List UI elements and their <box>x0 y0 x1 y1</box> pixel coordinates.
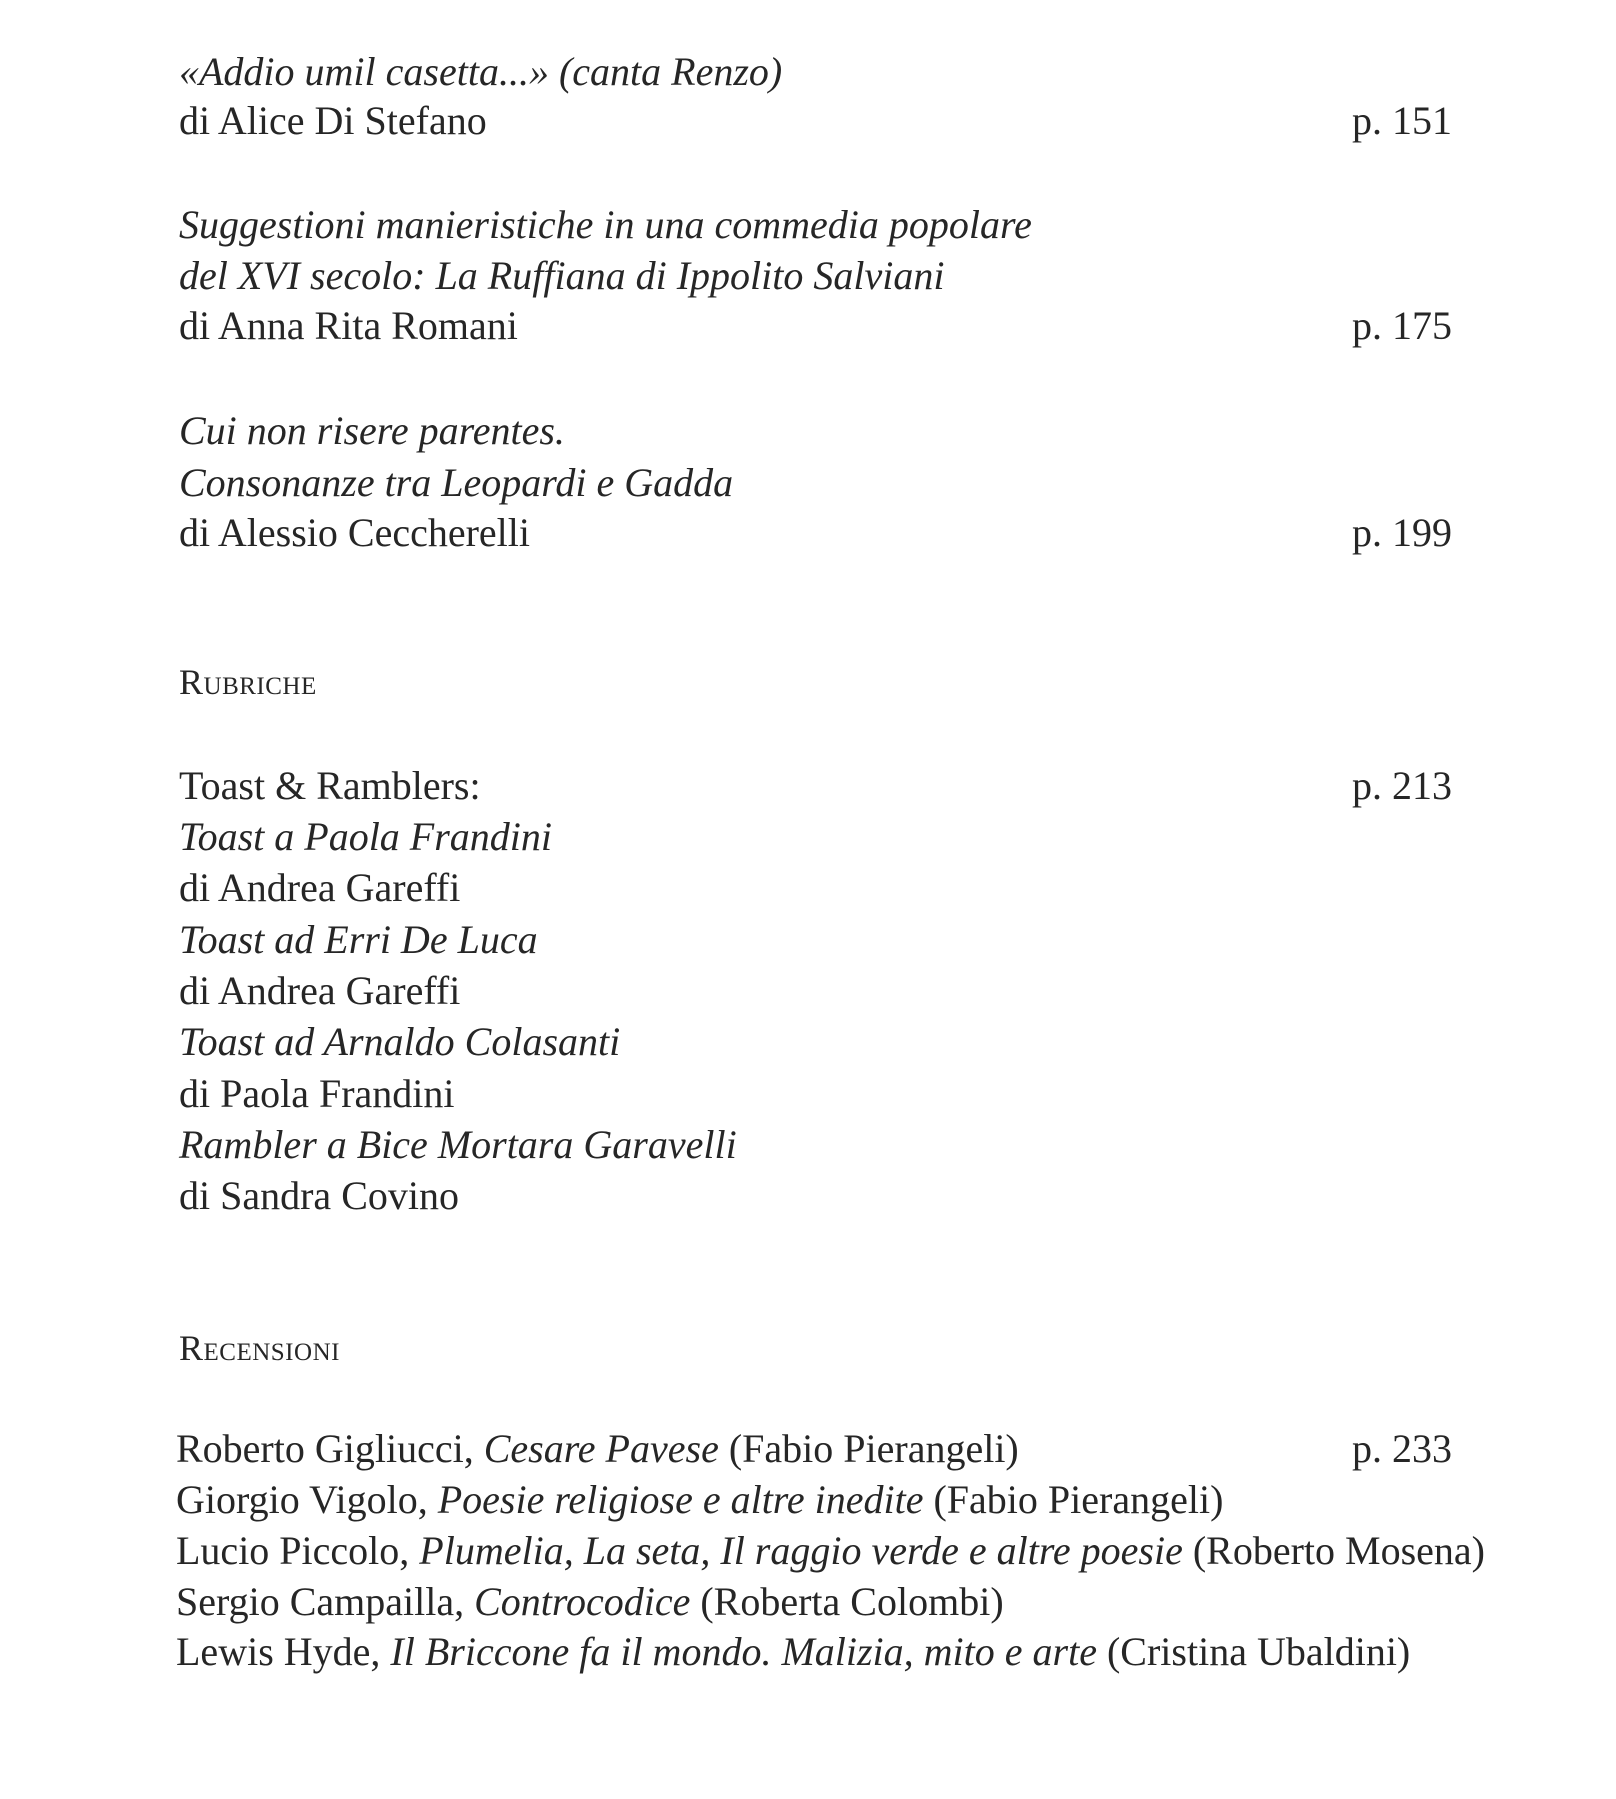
essay-3-author: di Alessio Ceccherelli <box>179 510 531 555</box>
rubrica-4-author: di Sandra Covino <box>179 1173 459 1218</box>
review-3-reviewer: (Roberto Mosena) <box>1182 1528 1485 1573</box>
essay-2-author: di Anna Rita Romani <box>179 303 518 348</box>
review-4 <box>176 1578 1004 1626</box>
review-2-reviewer: (Fabio Pierangeli) <box>923 1477 1224 1522</box>
rubrica-3-title: Toast ad Arnaldo Colasanti <box>179 1019 621 1064</box>
rubrica-2-title: Toast ad Erri De Luca <box>179 917 538 962</box>
essay-3-title-line-2: Consonanze tra Leopardi e Gadda <box>179 460 734 505</box>
rubriche-page: p. 213 <box>1352 763 1452 808</box>
rubrica-2-author: di Andrea Gareffi <box>179 968 461 1013</box>
rubrica-4-title: Rambler a Bice Mortara Garavelli <box>179 1122 737 1167</box>
section-heading-rubriche: Rubriche <box>179 662 317 702</box>
rubrica-1-author: di Andrea Gareffi <box>179 865 461 910</box>
review-5-work: Il Briccone fa il mondo. Malizia, mito e arte <box>390 1629 1097 1674</box>
essay-3-page: p. 199 <box>1352 510 1452 555</box>
review-2-work: Poesie religiose e altre inedite <box>437 1477 924 1522</box>
review-2 <box>176 1476 1223 1524</box>
review-5-author: Lewis Hyde, <box>176 1629 391 1674</box>
essay-2-page: p. 175 <box>1352 303 1452 348</box>
essay-3-title-line-1: Cui non risere parentes. <box>179 408 565 453</box>
essay-1-author: di Alice Di Stefano <box>179 98 487 143</box>
essay-2-title-line-1: Suggestioni manieristiche in una commedia popolare <box>179 202 1032 247</box>
review-1-reviewer: (Fabio Pierangeli) <box>718 1426 1019 1471</box>
review-3-work: Plumelia, La seta, Il raggio verde e altre poesie <box>419 1528 1183 1573</box>
rubriche-intro: Toast & Ramblers: <box>179 763 481 808</box>
essay-1-title-line-1: «Addio umil casetta...» (canta Renzo) <box>179 49 783 94</box>
essay-2-title-line-2: del XVI secolo: La Ruffiana di Ippolito Salviani <box>179 253 945 298</box>
review-3 <box>176 1527 1485 1575</box>
review-2-author: Giorgio Vigolo, <box>176 1477 438 1522</box>
review-1 <box>176 1425 1019 1473</box>
review-4-reviewer: (Roberta Colombi) <box>690 1579 1004 1624</box>
rubrica-3-author: di Paola Frandini <box>179 1071 455 1116</box>
essay-1-page: p. 151 <box>1352 98 1452 143</box>
recensioni-page: p. 233 <box>1352 1426 1452 1471</box>
section-heading-recensioni: Recensioni <box>179 1328 340 1368</box>
review-4-author: Sergio Campailla, <box>176 1579 475 1624</box>
review-5 <box>176 1628 1410 1676</box>
rubrica-1-title: Toast a Paola Frandini <box>179 814 553 859</box>
review-1-author: Roberto Gigliucci, <box>176 1426 484 1471</box>
review-1-work: Cesare Pavese <box>483 1426 719 1471</box>
review-5-reviewer: (Cristina Ubaldini) <box>1096 1629 1411 1674</box>
review-3-author: Lucio Piccolo, <box>176 1528 420 1573</box>
review-4-work: Controcodice <box>474 1579 691 1624</box>
